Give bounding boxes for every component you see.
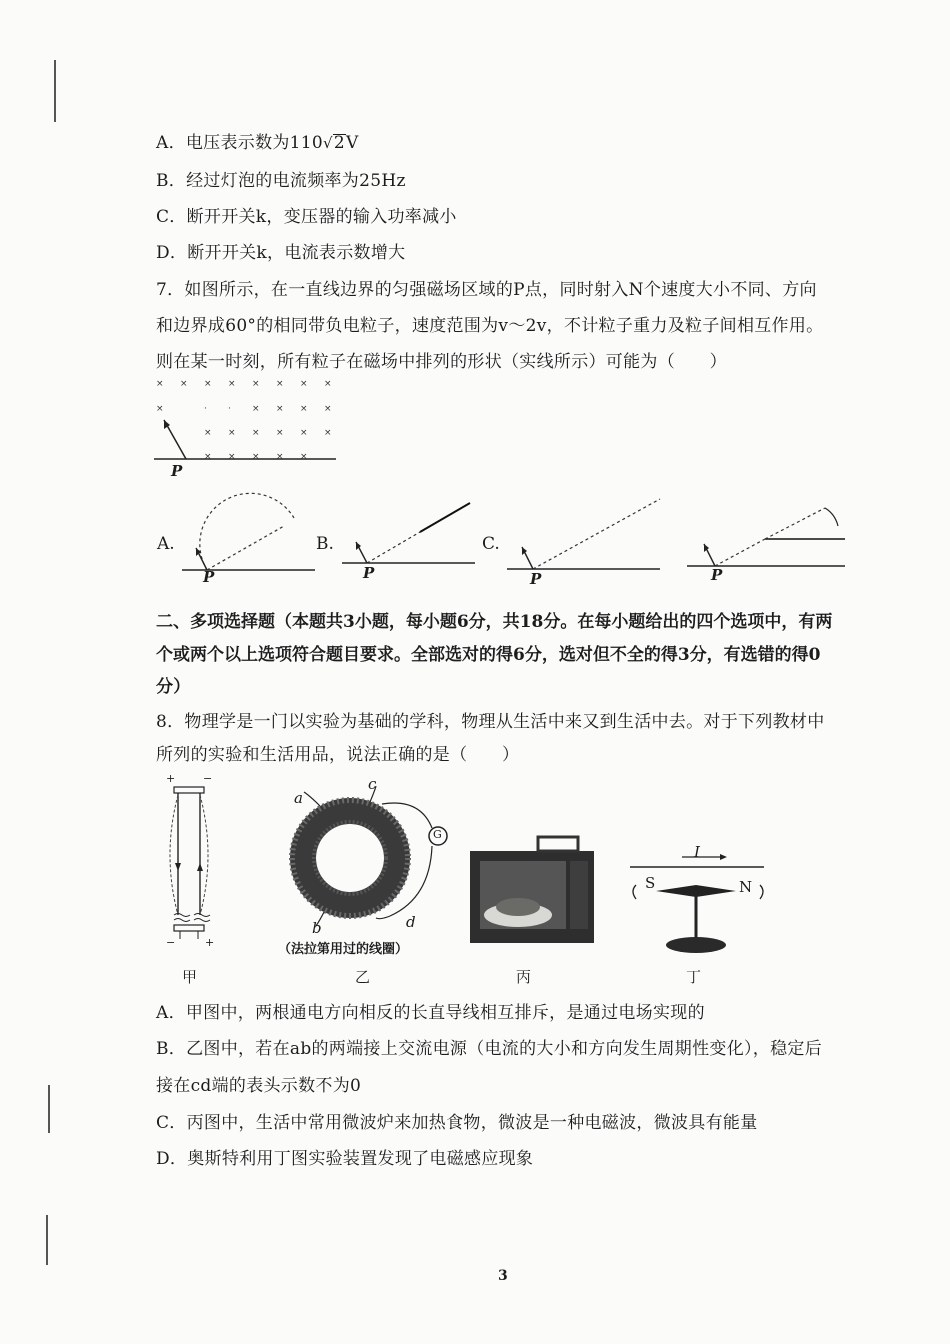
- q7-option-d-point: P: [711, 566, 723, 584]
- q7-stem-line3: 则在某一时刻，所有粒子在磁场中排列的形状（实线所示）可能为（ ）: [156, 352, 727, 372]
- terminal-label: −: [166, 936, 176, 949]
- q7-option-d-figure: [685, 492, 850, 577]
- q8-fig-ding-oersted: [626, 845, 776, 960]
- coil-label-b: b: [312, 919, 322, 937]
- page-number: 3: [498, 1268, 508, 1284]
- compass-label-S: S: [645, 874, 656, 892]
- q8-stem-line2: 所列的实验和生活用品，说法正确的是（ ）: [156, 745, 520, 765]
- compass-label-N: N: [739, 878, 753, 896]
- svg-text:×: ×: [324, 379, 332, 389]
- coil-label-c: c: [368, 775, 377, 793]
- q6-option-a: A．电压表示数为110√2V: [156, 133, 359, 153]
- q7-option-b-point: P: [363, 564, 375, 582]
- svg-text:×: ×: [276, 379, 284, 389]
- q8-option-b-line1: B．乙图中，若在ab的两端接上交流电源（电流的大小和方向发生周期性变化），稳定后: [156, 1039, 823, 1059]
- svg-text:×: ×: [276, 452, 284, 462]
- q6-option-d: D．断开开关k，电流表示数增大: [156, 243, 406, 263]
- q7-option-a-figure: [180, 490, 320, 585]
- q8-option-c: C．丙图中，生活中常用微波炉来加热食物，微波是一种电磁波，微波具有能量: [156, 1113, 758, 1133]
- q8-coil-caption: （法拉第用过的线圈）: [278, 942, 409, 957]
- svg-text:×: ×: [204, 379, 212, 389]
- q8-fig-yi-faraday-coil: [280, 778, 450, 938]
- q6-option-b: B．经过灯泡的电流频率为25Hz: [156, 171, 406, 191]
- svg-text:×: ×: [324, 404, 332, 414]
- q8-fig-caption-bing: 丙: [516, 968, 532, 986]
- svg-text:×: ×: [204, 428, 212, 438]
- coil-label-d: d: [406, 913, 416, 931]
- svg-text:×: ×: [276, 428, 284, 438]
- svg-text:×: ×: [228, 428, 236, 438]
- q7-option-c-point: P: [530, 570, 542, 588]
- terminal-label: −: [203, 772, 213, 785]
- q8-option-d: D．奥斯特利用丁图实验装置发现了电磁感应现象: [156, 1149, 534, 1169]
- section2-heading-line3: 分）: [156, 677, 191, 697]
- q6-option-c: C．断开开关k，变压器的输入功率减小: [156, 207, 457, 227]
- svg-text:×: ×: [300, 428, 308, 438]
- svg-text:×: ×: [324, 428, 332, 438]
- section2-heading-line2: 个或两个以上选项符合题目要求。全部选对的得6分，选对但不全的得3分，有选错的得0: [156, 645, 821, 665]
- svg-text:·: ·: [228, 404, 231, 414]
- svg-text:×: ×: [228, 379, 236, 389]
- q8-fig-jia-parallel-wires: [160, 775, 220, 950]
- q7-stem-line1: 7．如图所示，在一直线边界的匀强磁场区域的P点，同时射入N个速度大小不同、方向: [156, 280, 817, 300]
- svg-text:×: ×: [300, 452, 308, 462]
- svg-text:×: ×: [300, 379, 308, 389]
- q7-point-label: P: [171, 462, 183, 480]
- section2-heading-line1: 二、多项选择题（本题共3小题，每小题6分，共18分。在每小题给出的四个选项中，有两: [156, 612, 833, 632]
- current-label-I: I: [694, 843, 700, 861]
- svg-text:×: ×: [276, 404, 284, 414]
- galvanometer-label: G: [433, 828, 442, 841]
- svg-text:×: ×: [156, 379, 164, 389]
- q7-option-b-figure: [340, 495, 480, 580]
- svg-text:×: ×: [156, 404, 164, 414]
- scan-margin-mark: [46, 1215, 48, 1265]
- q7-option-a-point: P: [203, 568, 215, 586]
- q8-option-a: A．甲图中，两根通电方向相反的长直导线相互排斥，是通过电场实现的: [156, 1003, 705, 1023]
- q7-option-c-label: C.: [482, 534, 500, 554]
- svg-text:×: ×: [204, 452, 212, 462]
- scan-margin-mark: [54, 60, 56, 122]
- svg-text:×: ×: [300, 404, 308, 414]
- q8-stem-line1: 8．物理学是一门以实验为基础的学科，物理从生活中来又到生活中去。对于下列教材中: [156, 712, 825, 732]
- scan-margin-mark: [48, 1085, 50, 1133]
- terminal-label: +: [205, 936, 215, 949]
- svg-text:×: ×: [252, 452, 260, 462]
- q8-fig-caption-ding: 丁: [686, 968, 702, 986]
- svg-text:·: ·: [204, 404, 207, 414]
- q7-stem-line2: 和边界成60°的相同带负电粒子，速度范围为v～2v，不计粒子重力及粒子间相互作用。: [156, 316, 824, 336]
- field-cross-marks: [156, 379, 332, 462]
- coil-label-a: a: [294, 789, 303, 807]
- q8-fig-caption-yi: 乙: [355, 968, 371, 986]
- q7-option-a-label: A.: [157, 534, 175, 554]
- q8-fig-bing-microwave: [466, 835, 606, 950]
- svg-text:×: ×: [180, 379, 188, 389]
- terminal-label: +: [166, 772, 176, 785]
- q7-option-b-label: B.: [316, 534, 334, 554]
- q8-option-b-line2: 接在cd端的表头示数不为0: [156, 1076, 362, 1096]
- q7-option-c-figure: [505, 495, 665, 585]
- svg-text:×: ×: [252, 428, 260, 438]
- svg-text:×: ×: [252, 404, 260, 414]
- svg-text:×: ×: [252, 379, 260, 389]
- q8-fig-caption-jia: 甲: [182, 968, 198, 986]
- svg-text:×: ×: [228, 452, 236, 462]
